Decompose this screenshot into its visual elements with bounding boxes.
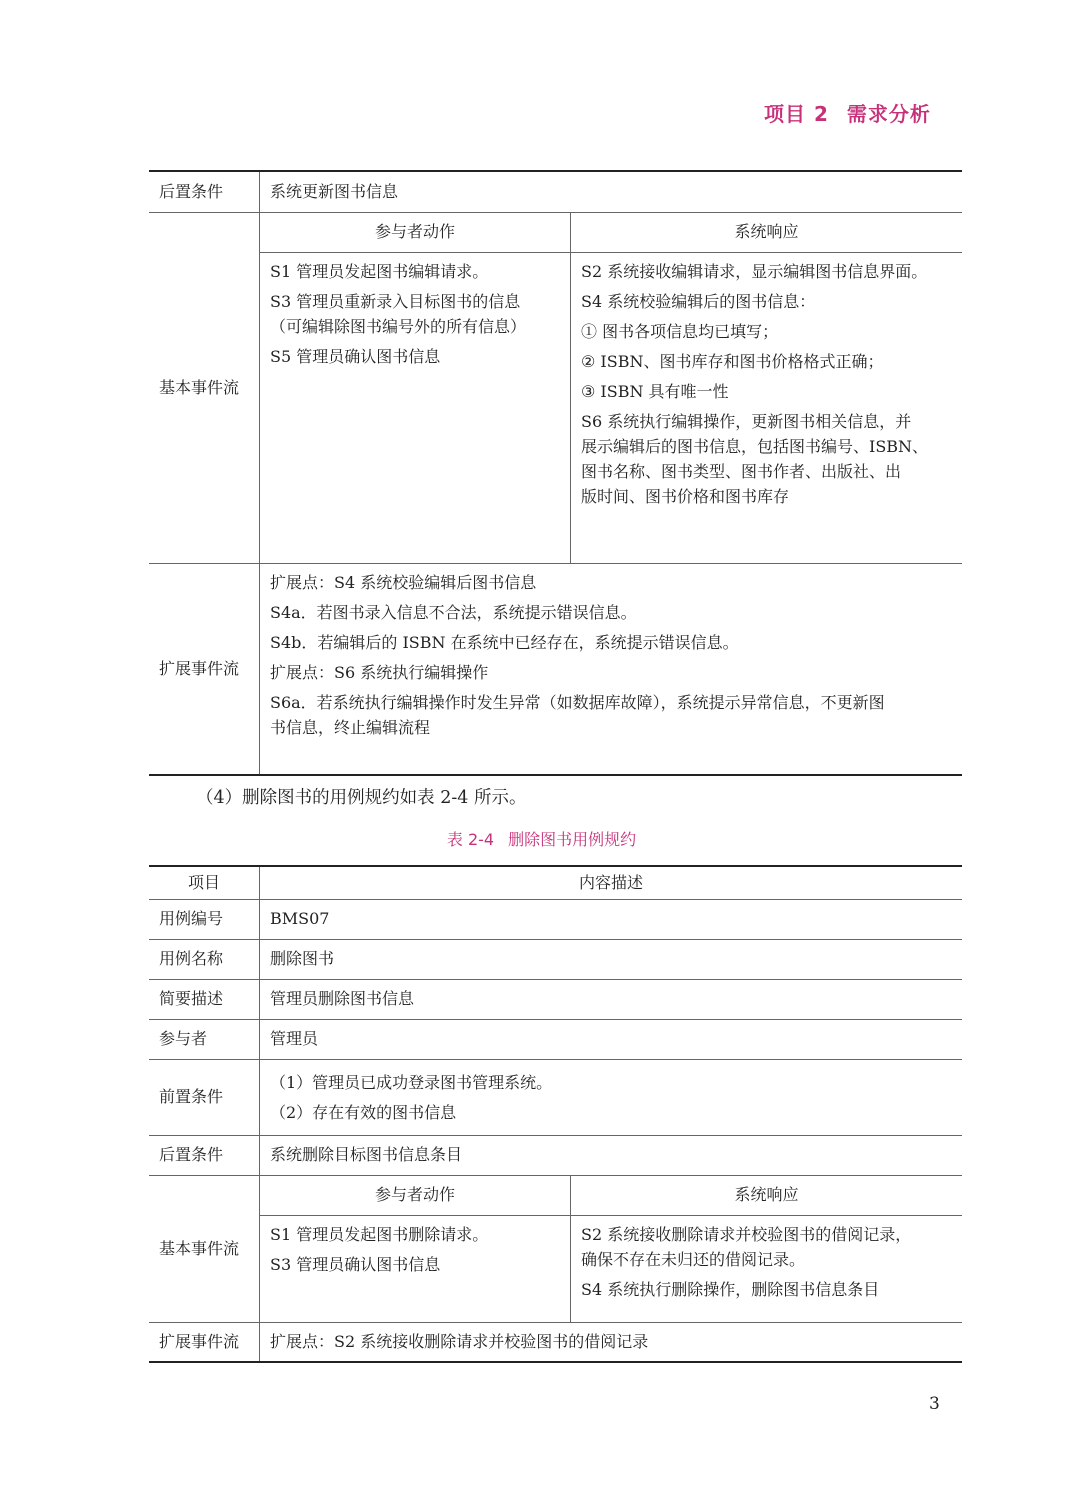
precondition-content (260, 1059, 963, 1135)
ext-flow-value: 扩展点：S2 系统接收删除请求并校验图书的借阅记录 (260, 1322, 963, 1362)
actor-line: S3 管理员重新录入目标图书的信息 (270, 291, 521, 311)
actor-line: S1 管理员发起图书编辑请求。 (270, 261, 489, 281)
basic-flow-label: 基本事件流 (149, 1175, 260, 1322)
head-desc: 内容描述 (260, 866, 963, 899)
system-head: 系统响应 (571, 212, 963, 252)
ext-flow-content (260, 563, 963, 775)
system-line: S2 系统接收删除请求并校验图书的借阅记录， (581, 1224, 912, 1244)
system-responses (571, 252, 963, 563)
system-line: 图书名称、图书类型、图书作者、出版社、出 (581, 461, 902, 481)
actor-line: S1 管理员发起图书删除请求。 (270, 1224, 489, 1244)
system-head: 系统响应 (571, 1175, 963, 1215)
system-line: ② ISBN、图书库存和图书价格格式正确； (581, 351, 884, 371)
ext-flow-label: 扩展事件流 (149, 1322, 260, 1362)
ext-line: S4a．若图书录入信息不合法，系统提示错误信息。 (270, 602, 637, 622)
system-line: 版时间、图书价格和图书库存 (581, 486, 790, 506)
actor-line: S3 管理员确认图书信息 (270, 1254, 441, 1274)
actor-actions (260, 252, 571, 563)
basic-flow-label: 基本事件流 (149, 212, 260, 563)
table-delete-book (149, 865, 962, 1363)
table-edit-book-continued (149, 170, 962, 776)
system-line: 确保不存在未归还的借阅记录。 (581, 1249, 806, 1269)
postcondition-value: 系统删除目标图书信息条目 (260, 1135, 963, 1175)
precondition-line: （2）存在有效的图书信息 (270, 1102, 457, 1122)
row-value: 管理员 (260, 1019, 963, 1059)
system-line: S4 系统执行删除操作，删除图书信息条目 (581, 1279, 880, 1299)
caption-title: 删除图书用例规约 (508, 830, 637, 849)
paragraph: （4）删除图书的用例规约如表 2-4 所示。 (196, 788, 527, 808)
row-label: 用例名称 (149, 939, 260, 979)
ext-flow-label: 扩展事件流 (149, 563, 260, 775)
ext-line: 扩展点：S4 系统校验编辑后图书信息 (270, 572, 537, 592)
header-chapter: 需求分析 (846, 102, 931, 126)
row-label: 参与者 (149, 1019, 260, 1059)
ext-line: S6a．若系统执行编辑操作时发生异常（如数据库故障），系统提示异常信息，不更新图 (270, 692, 885, 712)
precondition-line: （1）管理员已成功登录图书管理系统。 (270, 1072, 553, 1092)
precondition-label: 前置条件 (149, 1059, 260, 1135)
system-line: 展示编辑后的图书信息，包括图书编号、ISBN、 (581, 436, 929, 456)
postcondition-label: 后置条件 (149, 171, 260, 212)
system-line: ③ ISBN 具有唯一性 (581, 381, 729, 401)
ext-line: 扩展点：S6 系统执行编辑操作 (270, 662, 489, 682)
system-line: S4 系统校验编辑后的图书信息： (581, 291, 816, 311)
actor-actions (260, 1215, 571, 1322)
actor-line: S5 管理员确认图书信息 (270, 346, 441, 366)
system-line: S6 系统执行编辑操作，更新图书相关信息，并 (581, 411, 912, 431)
system-line: S2 系统接收编辑请求，显示编辑图书信息界面。 (581, 261, 928, 281)
row-value: 删除图书 (260, 939, 963, 979)
row-value: 管理员删除图书信息 (260, 979, 963, 1019)
postcondition-label: 后置条件 (149, 1135, 260, 1175)
row-value: BMS07 (260, 899, 963, 939)
page-number: 3 (929, 1394, 940, 1414)
actor-head: 参与者动作 (260, 1175, 571, 1215)
running-header (764, 98, 931, 127)
ext-line: 书信息，终止编辑流程 (270, 717, 431, 737)
table-caption (0, 827, 1083, 850)
header-project: 项目 2 (764, 102, 829, 126)
row-label: 用例编号 (149, 899, 260, 939)
postcondition-value: 系统更新图书信息 (260, 171, 963, 212)
system-line: ① 图书各项信息均已填写； (581, 321, 779, 341)
ext-line: S4b．若编辑后的 ISBN 在系统中已经存在，系统提示错误信息。 (270, 632, 739, 652)
system-responses (571, 1215, 963, 1322)
caption-number: 表 2-4 (446, 830, 495, 849)
actor-line: （可编辑除图书编号外的所有信息） (270, 316, 527, 336)
row-label: 简要描述 (149, 979, 260, 1019)
actor-head: 参与者动作 (260, 212, 571, 252)
head-item: 项目 (149, 866, 260, 899)
